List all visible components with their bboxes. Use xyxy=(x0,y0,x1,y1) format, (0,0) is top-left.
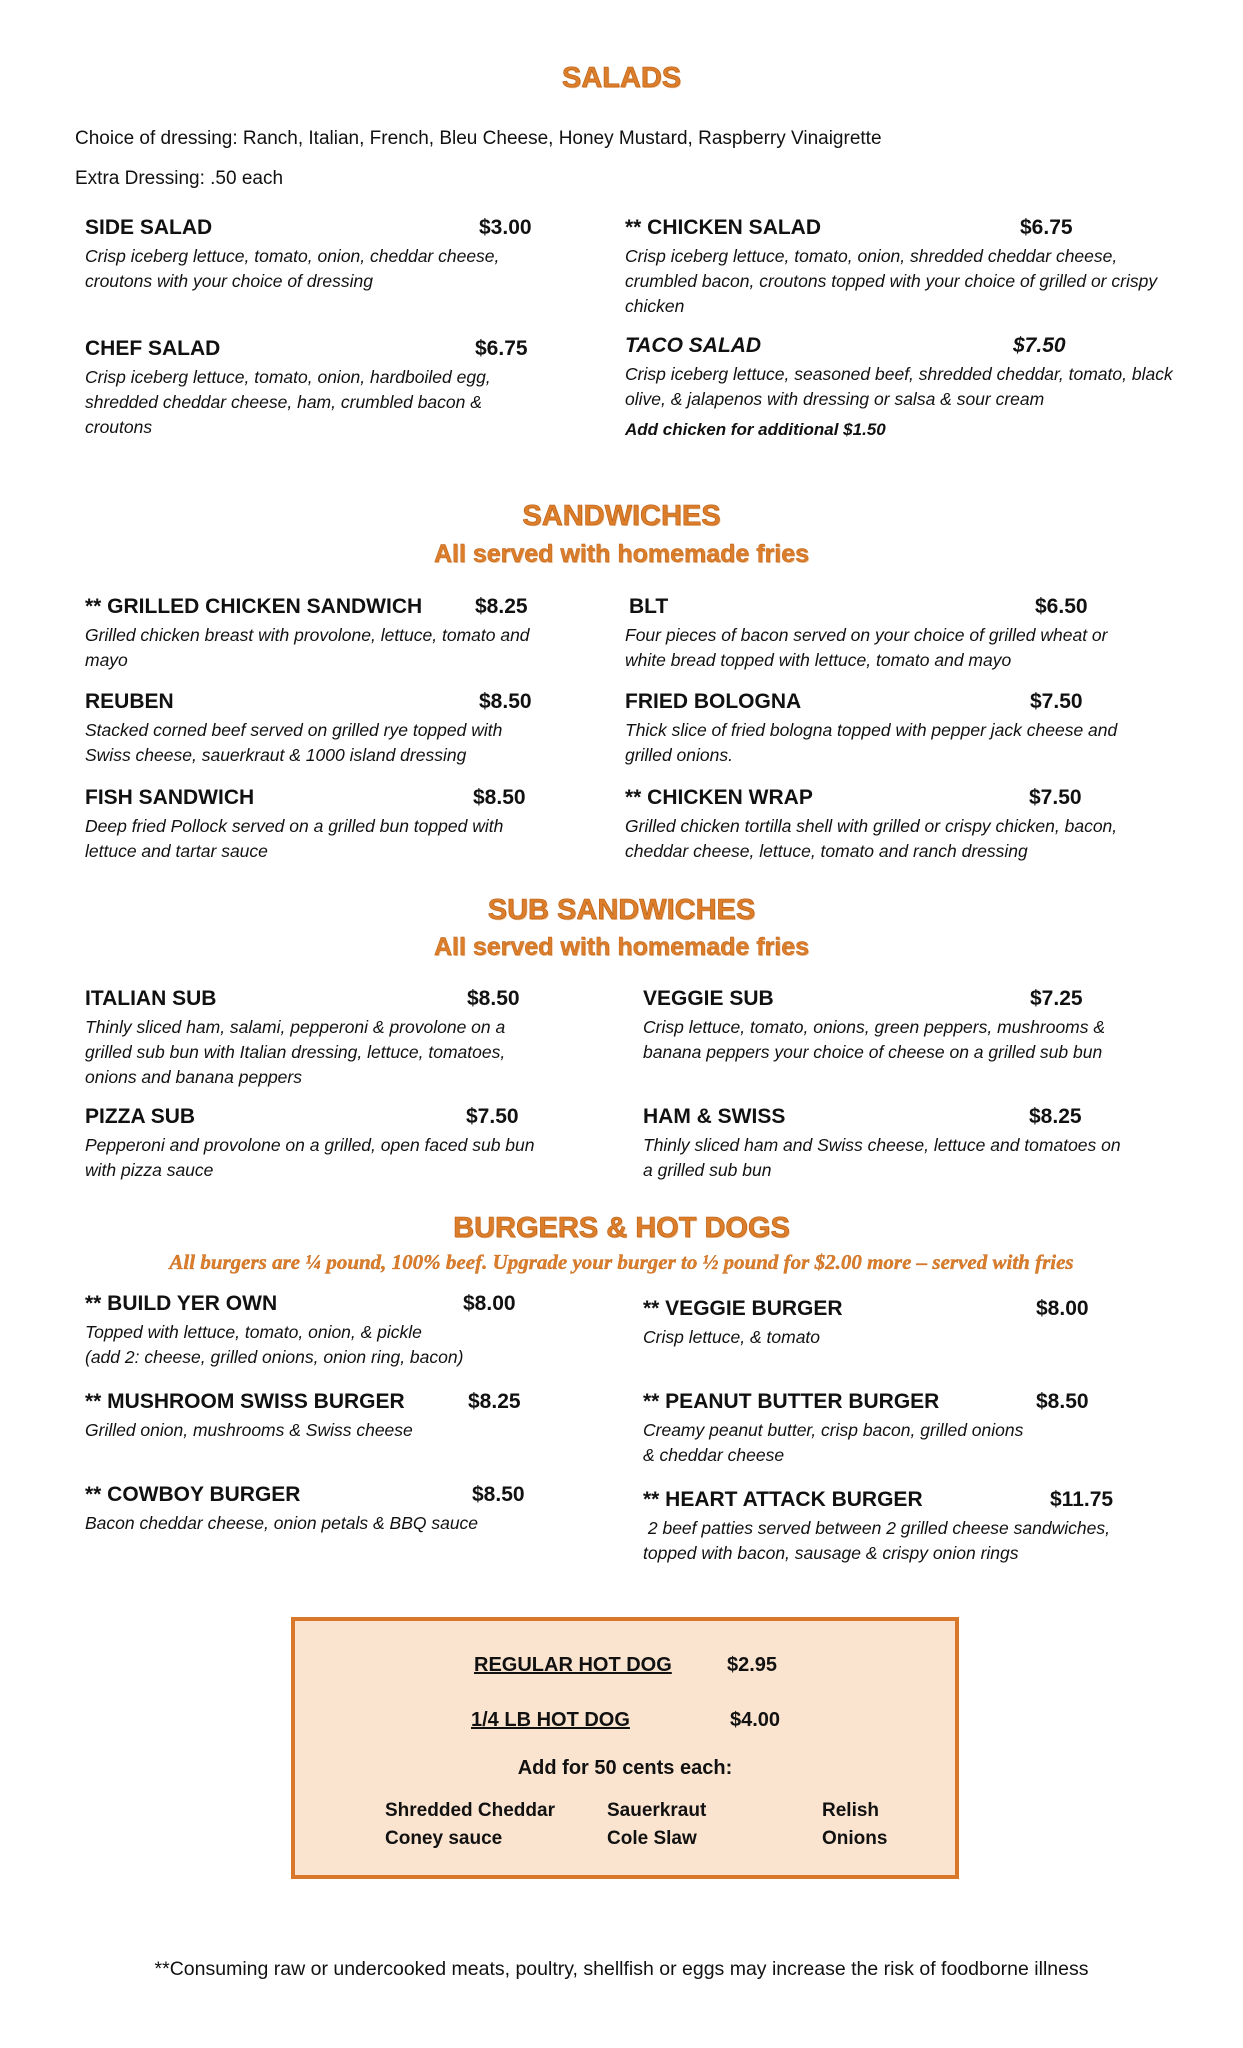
item-name: CHEF SALAD xyxy=(85,337,221,360)
item-price: $6.50 xyxy=(1035,595,1088,618)
topping-column-3 xyxy=(822,1797,887,1853)
sandwiches-subtitle: All served with homemade fries xyxy=(433,540,810,568)
menu-item-mushroom-swiss-burger xyxy=(85,1390,545,1443)
item-price: $7.50 xyxy=(1030,690,1083,713)
item-description: Crisp iceberg lettuce, tomato, onion, hardboiled egg, shredded cheddar cheese, ham, crumbled bacon & croutons xyxy=(85,367,491,437)
item-name: ITALIAN SUB xyxy=(85,987,217,1010)
item-name: PIZZA SUB xyxy=(85,1105,196,1128)
item-description: Pepperoni and provolone on a grilled, open faced sub bun with pizza sauce xyxy=(85,1135,535,1180)
burger-note: All burgers are ¼ pound, 100% beef. Upgrade your burger to ½ pound for $2.00 more – served with fries xyxy=(169,1250,1074,1274)
item-price: $8.50 xyxy=(467,987,520,1010)
dressing-choices: Choice of dressing: Ranch, Italian, French, Bleu Cheese, Honey Mustard, Raspberry Vinaigrette xyxy=(75,128,882,149)
item-price: $8.25 xyxy=(1029,1105,1082,1128)
menu-item-veggie-sub xyxy=(643,987,1133,1065)
item-price: $8.00 xyxy=(1036,1297,1089,1320)
menu-item-build-yer-own xyxy=(85,1292,545,1370)
menu-item-veggie-burger xyxy=(643,1297,1133,1350)
item-price: $7.50 xyxy=(1013,334,1066,357)
menu-item-blt xyxy=(625,595,1125,673)
menu-item-chicken-wrap xyxy=(625,786,1135,864)
item-name: SIDE SALAD xyxy=(85,216,213,239)
item-description: Grilled chicken breast with provolone, lettuce, tomato and mayo xyxy=(85,625,530,670)
item-name: ** CHICKEN SALAD xyxy=(625,216,822,239)
add-chicken-note: Add chicken for additional $1.50 xyxy=(625,420,886,439)
item-name: REUBEN xyxy=(85,690,174,713)
item-name: FRIED BOLOGNA xyxy=(625,690,802,713)
item-description: Four pieces of bacon served on your choice of grilled wheat or white bread topped with lettuce, tomato and mayo xyxy=(625,625,1108,670)
item-description: Thinly sliced ham and Swiss cheese, lettuce and tomatoes on a grilled sub bun xyxy=(643,1135,1121,1180)
item-description: Grilled chicken tortilla shell with grilled or crispy chicken, bacon, cheddar cheese, lettuce, tomato and ranch dressing xyxy=(625,816,1118,861)
quarter-lb-hot-dog-price: $4.00 xyxy=(730,1709,781,1731)
item-price: $8.50 xyxy=(472,1483,525,1506)
menu-item-fried-bologna xyxy=(625,690,1125,768)
sandwiches-title: SANDWICHES xyxy=(522,500,721,532)
item-name: ** BUILD YER OWN xyxy=(85,1292,278,1315)
item-description: Grilled onion, mushrooms & Swiss cheese xyxy=(85,1420,413,1440)
item-description: Bacon cheddar cheese, onion petals & BBQ sauce xyxy=(85,1513,479,1533)
topping-item: Relish xyxy=(822,1800,880,1821)
menu-item-pizza-sub xyxy=(85,1105,545,1183)
item-price: $3.00 xyxy=(479,216,532,239)
item-description-2: topped with bacon, sausage & crispy onion rings xyxy=(643,1543,1019,1563)
topping-item: Coney sauce xyxy=(385,1828,503,1849)
item-description: Deep fried Pollock served on a grilled bun topped with lettuce and tartar sauce xyxy=(85,816,504,861)
item-description-2: & cheddar cheese xyxy=(643,1445,785,1465)
extra-dressing: Extra Dressing: .50 each xyxy=(75,168,284,189)
item-name: FISH SANDWICH xyxy=(85,786,255,809)
item-name: ** MUSHROOM SWISS BURGER xyxy=(85,1390,405,1413)
item-description: Crisp iceberg lettuce, tomato, onion, cheddar cheese, croutons with your choice of dressing xyxy=(85,246,500,291)
item-name: ** COWBOY BURGER xyxy=(85,1483,301,1506)
regular-hot-dog-name: REGULAR HOT DOG xyxy=(474,1654,672,1676)
menu-item-peanut-butter-burger xyxy=(643,1390,1133,1468)
menu-item-italian-sub xyxy=(85,987,545,1090)
addons-label: Add for 50 cents each: xyxy=(517,1757,733,1779)
hot-dog-box xyxy=(291,1617,959,1879)
menu-item-chef-salad xyxy=(85,337,545,440)
quarter-lb-hot-dog-name: 1/4 LB HOT DOG xyxy=(471,1709,630,1731)
item-description: Stacked corned beef served on grilled rye topped with Swiss cheese, sauerkraut & 1000 island dressing xyxy=(85,720,503,765)
regular-hot-dog-price: $2.95 xyxy=(727,1654,778,1676)
item-description: Creamy peanut butter, crisp bacon, grilled onions xyxy=(643,1420,1024,1440)
item-name: ** PEANUT BUTTER BURGER xyxy=(643,1390,940,1413)
item-description: Crisp iceberg lettuce, seasoned beef, shredded cheddar, tomato, black olive, & jalapenos with dressing or salsa & sour cream xyxy=(625,364,1173,409)
menu-item-reuben xyxy=(85,690,545,768)
item-price: $6.75 xyxy=(475,337,528,360)
menu-item-cowboy-burger xyxy=(85,1483,545,1536)
item-description: Thinly sliced ham, salami, pepperoni & provolone on a grilled sub bun with Italian dressing, lettuce, tomatoes, onions and banana peppers xyxy=(85,1017,506,1087)
item-name: BLT xyxy=(629,595,669,618)
topping-column-2 xyxy=(607,1797,706,1853)
item-price: $7.25 xyxy=(1030,987,1083,1010)
item-description: Thick slice of fried bologna topped with pepper jack cheese and grilled onions. xyxy=(625,720,1118,765)
item-price: $11.75 xyxy=(1050,1488,1114,1511)
menu-item-heart-attack-burger xyxy=(643,1488,1163,1566)
topping-item: Shredded Cheddar xyxy=(385,1800,555,1821)
menu-item-side-salad xyxy=(85,216,545,294)
item-name: ** HEART ATTACK BURGER xyxy=(643,1488,923,1511)
item-price: $8.50 xyxy=(473,786,526,809)
item-description: 2 beef patties served between 2 grilled cheese sandwiches, xyxy=(643,1518,1110,1538)
item-name: HAM & SWISS xyxy=(643,1105,786,1128)
item-price: $8.50 xyxy=(1036,1390,1089,1413)
item-name: ** CHICKEN WRAP xyxy=(625,786,813,809)
topping-item: Onions xyxy=(822,1828,888,1849)
salads-title: SALADS xyxy=(561,62,682,94)
item-price: $6.75 xyxy=(1020,216,1073,239)
menu-item-ham-swiss xyxy=(643,1105,1133,1183)
item-description: Crisp iceberg lettuce, tomato, onion, shredded cheddar cheese, crumbled bacon, croutons topped with your choice of grilled or crispy chicken xyxy=(625,246,1158,316)
item-description-2: (add 2: cheese, grilled onions, onion ring, bacon) xyxy=(85,1347,464,1367)
item-price: $8.25 xyxy=(475,595,528,618)
item-description: Crisp lettuce, tomato, onions, green peppers, mushrooms & banana peppers your choice of cheese on a grilled sub bun xyxy=(643,1017,1106,1062)
subs-title: SUB SANDWICHES xyxy=(487,894,756,926)
item-description: Crisp lettuce, & tomato xyxy=(643,1327,821,1347)
item-price: $8.50 xyxy=(479,690,532,713)
item-name: TACO SALAD xyxy=(625,334,762,357)
menu-item-chicken-salad xyxy=(625,216,1165,319)
item-price: $7.50 xyxy=(466,1105,519,1128)
item-price: $7.50 xyxy=(1029,786,1082,809)
topping-item: Sauerkraut xyxy=(607,1800,707,1821)
burgers-title: BURGERS & HOT DOGS xyxy=(453,1212,790,1244)
menu-item-taco-salad xyxy=(625,334,1175,440)
subs-subtitle: All served with homemade fries xyxy=(433,933,810,961)
menu-item-fish-sandwich xyxy=(85,786,545,864)
item-name: VEGGIE SUB xyxy=(643,987,774,1010)
item-name: ** GRILLED CHICKEN SANDWICH xyxy=(85,595,423,618)
item-price: $8.25 xyxy=(468,1390,521,1413)
menu-item-grilled-chicken-sandwich xyxy=(85,595,545,673)
item-description: Topped with lettuce, tomato, onion, & pickle xyxy=(85,1322,422,1342)
topping-column-1 xyxy=(385,1797,555,1853)
food-safety-disclaimer: **Consuming raw or undercooked meats, poultry, shellfish or eggs may increase the risk of foodborne illness xyxy=(154,1958,1089,1980)
topping-item: Cole Slaw xyxy=(607,1828,697,1849)
item-name: ** VEGGIE BURGER xyxy=(643,1297,843,1320)
item-price: $8.00 xyxy=(463,1292,516,1315)
